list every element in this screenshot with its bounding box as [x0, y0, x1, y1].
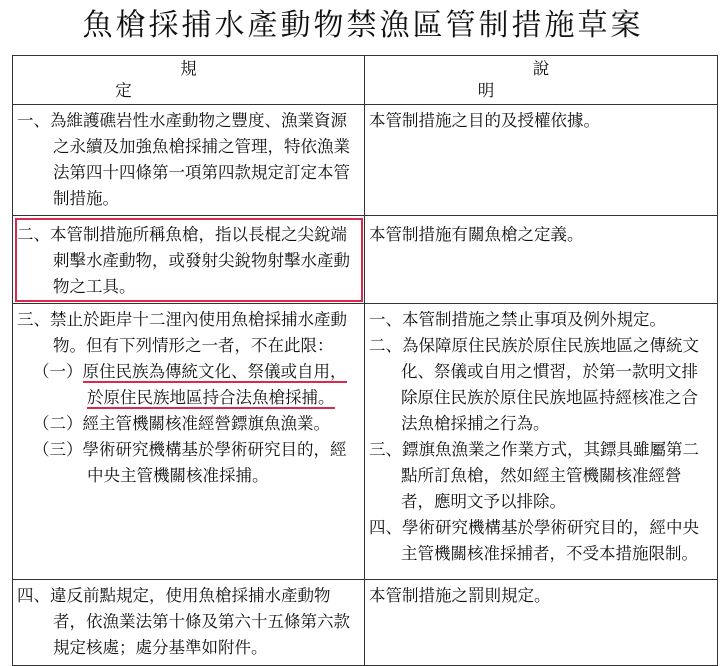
- underlined-text: 用，於原住民族地區持合法魚槍採: [87, 362, 347, 407]
- rule-sub-item-3: [17, 437, 360, 489]
- table-row: [13, 304, 718, 580]
- rule-text: 三、禁止於距岸十二浬內使用魚槍採捕水產動物。但有下列情形之一者，不在此限：: [17, 310, 347, 355]
- sub-item-number: （二）: [33, 414, 83, 433]
- sub-item-text: 學術研究機構基於學術研究目的，經中央主管機關核准採捕。: [82, 440, 347, 485]
- header-rule: 規定: [13, 56, 365, 105]
- note-cell-4: [365, 580, 718, 666]
- note-item: 四、學術研究機構基於學術研究目的，經中央主管機關核准採捕者，不受本措施限制。: [369, 518, 699, 563]
- table-row: [13, 216, 718, 304]
- note-cell-3: [365, 304, 718, 580]
- note-item: 二、為保障原住民族於原住民族地區之傳統文化、祭儀或自用之慣習，於第一款明文排除原住民族於原住民族地區持經核准之合法魚槍採捕之行為。: [369, 336, 699, 433]
- rule-text: 四、違反前點規定，使用魚槍採捕水產動物者，依漁業法第十條及第六十五條第六款規定核處；處分基準如附件。: [17, 586, 350, 657]
- rule-sub-item-1: [17, 359, 360, 411]
- note-cell-1: [365, 105, 718, 216]
- note-cell-2: [365, 216, 718, 304]
- sub-item-number: （三）: [33, 440, 83, 459]
- sub-item-number: （一）: [33, 362, 83, 381]
- rule-cell-4: [13, 580, 365, 666]
- note-item: 一、本管制措施之禁止事項及例外規定。: [369, 310, 666, 329]
- table-row: [13, 580, 718, 666]
- document-title: 魚槍採捕水產動物禁漁區管制措施草案: [82, 8, 644, 43]
- sub-item-text: 經主管機關核准經營鏢旗魚漁業。: [82, 414, 330, 433]
- note-item: 三、鏢旗魚漁業之作業方式，其鏢具雖屬第二點所訂魚槍，然如經主管機關核准經營者，應明文予以排除。: [369, 440, 699, 511]
- note-text: 本管制措施有關魚槍之定義。: [369, 225, 584, 244]
- regulation-table: [12, 55, 718, 666]
- rule-sub-item-2: [17, 411, 360, 437]
- rule-cell-2-highlighted: [13, 216, 365, 304]
- rule-cell-3: [13, 304, 365, 580]
- table-row: [13, 105, 718, 216]
- note-text: 本管制措施之目的及授權依據。: [369, 111, 600, 130]
- rule-cell-1: [13, 105, 365, 216]
- rule-text: 二、本管制措施所稱魚槍，指以長棍之尖銳端刺擊水產動物，或發射尖銳物射擊水產動物之工具。: [17, 225, 350, 296]
- note-text: 本管制措施之罰則規定。: [369, 586, 551, 605]
- underlined-text: 原住民族為傳統文化、祭儀或自: [82, 362, 314, 381]
- header-note: 說明: [365, 56, 718, 105]
- underlined-text: 捕。: [301, 388, 335, 407]
- header-row: [13, 56, 718, 105]
- rule-text: 一、為維護礁岩性水產動物之豐度、漁業資源之永續及加強魚槍採捕之管理，特依漁業法第四十四條第一項第四款規定訂定本管制措施。: [17, 111, 350, 208]
